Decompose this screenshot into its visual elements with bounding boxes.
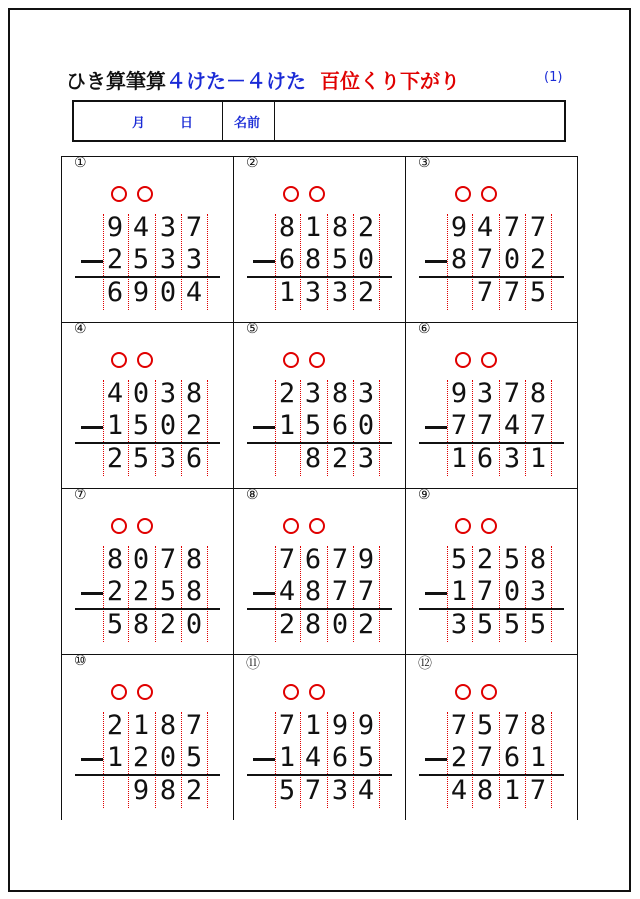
borrow-circle: [283, 186, 299, 202]
problem-cell: [405, 488, 577, 654]
problem-cell: [233, 488, 405, 654]
borrow-circle: [111, 352, 127, 368]
answer-digit: 1: [503, 775, 521, 806]
column-guide-line: [207, 712, 208, 808]
minus-sign: [253, 758, 275, 761]
subtrahend-digit: 6: [503, 742, 521, 773]
minus-sign: [253, 592, 275, 595]
borrow-circle: [309, 352, 325, 368]
minuend-digit: 7: [159, 544, 177, 575]
problem-number: ⑧: [246, 487, 259, 503]
day-label: 日: [180, 116, 194, 131]
name-box-divider: [274, 102, 275, 140]
borrow-circle: [283, 518, 299, 534]
minuend-digit: 3: [357, 378, 375, 409]
minus-sign: [425, 426, 447, 429]
borrow-circle: [481, 186, 497, 202]
subtrahend-digit: 0: [503, 244, 521, 275]
minuend-digit: 0: [132, 378, 150, 409]
problem-number: ⑨: [418, 487, 431, 503]
subtrahend-digit: 3: [529, 576, 547, 607]
column-guide-line: [379, 380, 380, 476]
subtrahend-digit: 8: [185, 576, 203, 607]
borrow-circle: [111, 186, 127, 202]
minuend-digit: 6: [304, 544, 322, 575]
minuend-digit: 8: [331, 378, 349, 409]
borrow-circle: [137, 518, 153, 534]
subtrahend-digit: 4: [304, 742, 322, 773]
minuend-digit: 5: [476, 710, 494, 741]
minuend-digit: 1: [304, 710, 322, 741]
minuend-digit: 4: [132, 212, 150, 243]
month-label: 月: [132, 116, 146, 131]
answer-digit: 5: [132, 443, 150, 474]
minus-sign: [253, 426, 275, 429]
column-guide-line: [379, 546, 380, 642]
minus-sign: [425, 758, 447, 761]
answer-digit: 7: [529, 775, 547, 806]
minuend-digit: 0: [132, 544, 150, 575]
column-guide-line: [207, 380, 208, 476]
problem-number: ②: [246, 155, 259, 171]
subtrahend-digit: 2: [106, 244, 124, 275]
subtrahend-digit: 0: [159, 410, 177, 441]
subtrahend-digit: 0: [159, 742, 177, 773]
minus-sign: [81, 260, 103, 263]
subtrahend-digit: 6: [331, 742, 349, 773]
subtrahend-digit: 7: [529, 410, 547, 441]
answer-digit: 3: [331, 277, 349, 308]
subtrahend-digit: 8: [304, 576, 322, 607]
minuend-digit: 8: [529, 544, 547, 575]
minuend-digit: 7: [503, 212, 521, 243]
minuend-digit: 9: [450, 378, 468, 409]
subtrahend-digit: 2: [132, 576, 150, 607]
minus-sign: [81, 758, 103, 761]
title-borrow: 百位くり下がり: [320, 69, 460, 93]
minuend-digit: 2: [106, 710, 124, 741]
answer-digit: 4: [185, 277, 203, 308]
minuend-digit: 7: [185, 710, 203, 741]
column-guide-line: [551, 712, 552, 808]
answer-digit: 2: [331, 443, 349, 474]
problem-cell: [233, 322, 405, 488]
answer-digit: 9: [132, 775, 150, 806]
answer-digit: 3: [357, 443, 375, 474]
borrow-circle: [455, 186, 471, 202]
minuend-digit: 3: [304, 378, 322, 409]
subtrahend-digit: 7: [476, 742, 494, 773]
minuend-digit: 5: [450, 544, 468, 575]
problem-number: ③: [418, 155, 431, 171]
minuend-digit: 7: [503, 378, 521, 409]
subtrahend-digit: 2: [132, 742, 150, 773]
subtrahend-digit: 3: [185, 244, 203, 275]
minuend-digit: 8: [185, 544, 203, 575]
subtrahend-digit: 7: [331, 576, 349, 607]
minuend-digit: 1: [132, 710, 150, 741]
answer-digit: 8: [476, 775, 494, 806]
problem-number: ⑤: [246, 321, 259, 337]
minuend-digit: 7: [185, 212, 203, 243]
minuend-digit: 3: [159, 378, 177, 409]
subtrahend-digit: 1: [106, 742, 124, 773]
answer-digit: 6: [476, 443, 494, 474]
subtrahend-digit: 5: [185, 742, 203, 773]
subtrahend-digit: 2: [106, 576, 124, 607]
name-label: 名前: [234, 116, 261, 131]
column-guide-line: [551, 214, 552, 310]
minus-sign: [425, 592, 447, 595]
minuend-digit: 2: [278, 378, 296, 409]
answer-digit: 5: [503, 609, 521, 640]
borrow-circle: [309, 186, 325, 202]
subtrahend-digit: 3: [159, 244, 177, 275]
borrow-circle: [481, 518, 497, 534]
minuend-digit: 7: [331, 544, 349, 575]
grid-line: [577, 156, 578, 820]
answer-digit: 5: [529, 609, 547, 640]
minuend-digit: 4: [106, 378, 124, 409]
subtrahend-digit: 1: [106, 410, 124, 441]
borrow-circle: [137, 684, 153, 700]
minuend-digit: 7: [529, 212, 547, 243]
subtrahend-digit: 7: [357, 576, 375, 607]
column-guide-line: [207, 546, 208, 642]
answer-digit: 8: [159, 775, 177, 806]
minuend-digit: 7: [278, 544, 296, 575]
minus-sign: [81, 592, 103, 595]
minuend-digit: 3: [476, 378, 494, 409]
borrow-circle: [283, 352, 299, 368]
column-guide-line: [551, 380, 552, 476]
problem-cell: [405, 654, 577, 820]
problem-number: ⑩: [74, 653, 87, 669]
subtrahend-digit: 1: [529, 742, 547, 773]
answer-digit: 4: [450, 775, 468, 806]
minuend-digit: 8: [159, 710, 177, 741]
borrow-circle: [309, 684, 325, 700]
minuend-digit: 4: [476, 212, 494, 243]
problem-cell: [233, 156, 405, 322]
problem-grid: [61, 156, 577, 820]
answer-digit: 4: [357, 775, 375, 806]
answer-digit: 2: [357, 609, 375, 640]
subtrahend-digit: 5: [132, 244, 150, 275]
minuend-digit: 2: [357, 212, 375, 243]
problem-cell: [405, 322, 577, 488]
minus-sign: [253, 260, 275, 263]
minus-sign: [81, 426, 103, 429]
answer-digit: 3: [304, 277, 322, 308]
borrow-circle: [137, 186, 153, 202]
subtrahend-digit: 6: [278, 244, 296, 275]
subtrahend-digit: 2: [450, 742, 468, 773]
problem-cell: [61, 156, 233, 322]
subtrahend-digit: 5: [331, 244, 349, 275]
subtrahend-digit: 8: [304, 244, 322, 275]
subtrahend-digit: 0: [357, 410, 375, 441]
subtrahend-digit: 7: [476, 244, 494, 275]
worksheet-title: [66, 66, 460, 96]
answer-digit: 1: [529, 443, 547, 474]
problem-cell: [405, 156, 577, 322]
subtrahend-digit: 7: [450, 410, 468, 441]
minuend-digit: 9: [106, 212, 124, 243]
problem-number: ⑪: [246, 656, 260, 672]
subtrahend-digit: 2: [185, 410, 203, 441]
answer-digit: 3: [159, 443, 177, 474]
minuend-digit: 8: [529, 710, 547, 741]
answer-digit: 8: [132, 609, 150, 640]
answer-digit: 2: [278, 609, 296, 640]
answer-digit: 8: [304, 609, 322, 640]
minuend-digit: 8: [106, 544, 124, 575]
subtrahend-digit: 0: [357, 244, 375, 275]
answer-digit: 3: [503, 443, 521, 474]
subtrahend-digit: 4: [278, 576, 296, 607]
problem-number: ⑦: [74, 487, 87, 503]
minuend-digit: 8: [529, 378, 547, 409]
answer-digit: 2: [106, 443, 124, 474]
problem-cell: [61, 488, 233, 654]
answer-digit: 5: [529, 277, 547, 308]
answer-digit: 1: [450, 443, 468, 474]
answer-digit: 0: [159, 277, 177, 308]
borrow-circle: [455, 518, 471, 534]
problem-number: ⑥: [418, 321, 431, 337]
minuend-digit: 9: [331, 710, 349, 741]
problem-number: ⑫: [418, 656, 432, 672]
subtrahend-digit: 2: [529, 244, 547, 275]
answer-digit: 9: [132, 277, 150, 308]
answer-digit: 8: [304, 443, 322, 474]
answer-digit: 2: [357, 277, 375, 308]
answer-digit: 7: [304, 775, 322, 806]
answer-digit: 3: [450, 609, 468, 640]
subtrahend-digit: 5: [159, 576, 177, 607]
minuend-digit: 9: [450, 212, 468, 243]
subtrahend-digit: 7: [476, 576, 494, 607]
minus-sign: [425, 260, 447, 263]
subtrahend-digit: 7: [476, 410, 494, 441]
answer-digit: 5: [278, 775, 296, 806]
borrow-circle: [481, 684, 497, 700]
problem-cell: [61, 654, 233, 820]
name-date-box: [72, 100, 566, 142]
problem-cell: [61, 322, 233, 488]
answer-digit: 0: [185, 609, 203, 640]
minuend-digit: 8: [331, 212, 349, 243]
name-box-divider: [222, 102, 223, 140]
borrow-circle: [111, 518, 127, 534]
borrow-circle: [455, 684, 471, 700]
column-guide-line: [551, 546, 552, 642]
title-subtraction: ひき算筆算: [66, 69, 166, 93]
subtrahend-digit: 1: [278, 410, 296, 441]
borrow-circle: [309, 518, 325, 534]
minuend-digit: 7: [450, 710, 468, 741]
minuend-digit: 7: [278, 710, 296, 741]
minuend-digit: 9: [357, 710, 375, 741]
subtrahend-digit: 1: [278, 742, 296, 773]
column-guide-line: [379, 214, 380, 310]
answer-digit: 5: [476, 609, 494, 640]
minuend-digit: 7: [503, 710, 521, 741]
minuend-digit: 3: [159, 212, 177, 243]
answer-digit: 6: [106, 277, 124, 308]
borrow-circle: [111, 684, 127, 700]
borrow-circle: [455, 352, 471, 368]
subtrahend-digit: 1: [450, 576, 468, 607]
minuend-digit: 9: [357, 544, 375, 575]
answer-digit: 7: [503, 277, 521, 308]
minuend-digit: 1: [304, 212, 322, 243]
minuend-digit: 8: [278, 212, 296, 243]
column-guide-line: [207, 214, 208, 310]
sheet-number: (1): [544, 70, 563, 85]
subtrahend-digit: 0: [503, 576, 521, 607]
minuend-digit: 5: [503, 544, 521, 575]
subtrahend-digit: 5: [304, 410, 322, 441]
problem-number: ④: [74, 321, 87, 337]
answer-digit: 0: [331, 609, 349, 640]
answer-digit: 2: [185, 775, 203, 806]
answer-digit: 5: [106, 609, 124, 640]
problem-cell: [233, 654, 405, 820]
title-digits: ４けた－４けた: [166, 69, 306, 93]
subtrahend-digit: 8: [450, 244, 468, 275]
borrow-circle: [283, 684, 299, 700]
answer-digit: 3: [331, 775, 349, 806]
minuend-digit: 2: [476, 544, 494, 575]
subtrahend-digit: 5: [357, 742, 375, 773]
minuend-digit: 8: [185, 378, 203, 409]
column-guide-line: [379, 712, 380, 808]
borrow-circle: [137, 352, 153, 368]
answer-digit: 2: [159, 609, 177, 640]
borrow-circle: [481, 352, 497, 368]
subtrahend-digit: 6: [331, 410, 349, 441]
answer-digit: 6: [185, 443, 203, 474]
problem-number: ①: [74, 155, 87, 171]
subtrahend-digit: 5: [132, 410, 150, 441]
answer-digit: 7: [476, 277, 494, 308]
answer-digit: 1: [278, 277, 296, 308]
subtrahend-digit: 4: [503, 410, 521, 441]
